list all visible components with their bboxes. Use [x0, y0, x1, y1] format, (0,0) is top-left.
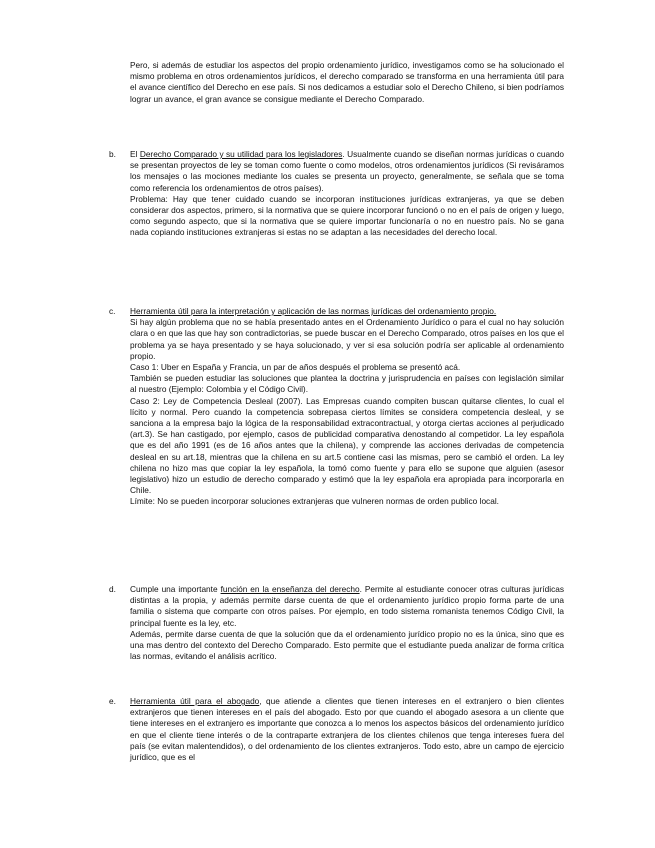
item-d-paragraph-2: Además, permite darse cuenta de que la solución que da el ordenamiento jurídico propio no es la única, sino que es una mas dentro del contexto del Derecho Comparado. Esto permite que el estudiante pueda analizar de forma crítica las normas, evitando el análisis acrítico. [130, 628, 564, 662]
intro-paragraph: Pero, si además de estudiar los aspectos del propio ordenamiento jurídico, investigamos como se ha solucionado el mismo problema en otros ordenamientos jurídicos, el derecho comparado se transforma en una herramienta útil para el avance científico del Derecho en ese país. Si nos dedicamos a estudiar solo el Derecho Chileno, si bien podríamos lograr un avance, el gran avance se consigue mediante el Derecho Comparado. [130, 60, 564, 104]
item-b-paragraph-2: Problema: Hay que tener cuidado cuando se incorporan instituciones jurídicas extranjeras, ya que se deben considerar dos aspectos, primero, si la normativa que se quiere incorporar funcionó o no en el país de origen y luego, como segundo aspecto, que si la normativa que se quiere importar funcionaría o no en nuestro país. No se gana nada copiando instituciones extranjeras si estas no se adaptan a las necesidades del derecho local. [130, 193, 564, 238]
item-e-heading: Herramienta útil para el abogado [130, 696, 260, 706]
item-body [130, 149, 564, 239]
item-d-heading: función en la enseñanza del derecho [220, 584, 360, 594]
item-marker: d. [109, 584, 116, 594]
item-c-heading: Herramienta útil para la interpretación y aplicación de las normas jurídicas del ordenamiento propio. [130, 306, 497, 316]
item-c-paragraph-5: Límite: No se pueden incorporar soluciones extranjeras que vulneren normas de orden publico local. [130, 496, 499, 507]
item-marker: e. [109, 696, 116, 706]
item-marker: b. [109, 149, 116, 159]
item-c-paragraph-4: Caso 2: Ley de Competencia Desleal (2007). Las Empresas cuando compiten buscan quitarse clientes, lo cual el lícito y normal. Pero cuando la competencia sobrepasa ciertos límites se considera competencia desleal, y se sanciona a la empresa bajo la lógica de la responsabilidad extracontractual, y otorga ciertas acciones al perjudicado (art.3). Se han castigado, por ejemplo, casos de publicidad comparativa denostando al competidor. La ley española que es del año 1991 (es de 16 años antes que la chilena), y comprende las acciones derivadas de competencia desleal en su art.18, mientras que la chilena en su art.5 contiene casi las mismas, pero se cambió el orden. La ley chilena no hizo mas que copiar la ley española, la tomó como fuente y para ello se supone que alguien (asesor legislativo) hizo un estudio de derecho comparado y estimó que la ley española era apropiada para incorporarla en Chile. [130, 395, 564, 496]
item-d-text: . Permite al estudiante conocer otras culturas jurídicas distintas a la propia, y además permite darse cuenta de que el ordenamiento jurídico propio forma parte de una familia o sistema que comparte con otros países. Por ejemplo, en todo sistema romanista tenemos Código Civil, la principal fuente es la ley, etc. [130, 584, 564, 628]
item-e-paragraph-1 [130, 696, 564, 763]
item-b-lead-text: El [130, 149, 140, 159]
item-c-paragraph-3: También se pueden estudiar las soluciones que plantea la doctrina y jurisprudencia en países con legislación similar al nuestro (Ejemplo: Colombia y el Código Civil). [130, 373, 564, 395]
item-d-paragraph-1 [130, 584, 564, 629]
item-body [130, 584, 564, 662]
item-body [130, 696, 564, 763]
item-c-paragraph-1: Si hay algún problema que no se había presentado antes en el Ordenamiento Jurídico o para el cual no hay solución clara o en que las que hay son contradictorias, se puede buscar en el Derecho Comparado, otros países en los que el problema ya se haya presentado y se haya solucionado, y ver si esa solución podría ser aplicable al ordenamiento propio. [130, 317, 565, 361]
item-d-lead-text: Cumple una importante [130, 584, 221, 594]
item-body [130, 306, 564, 508]
item-c-paragraph-2: Caso 1: Uber en España y Francia, un par de años después el problema se presentó acá. [130, 362, 461, 373]
item-b-heading: Derecho Comparado y su utilidad para los legisladores [139, 149, 343, 159]
item-e-text: , que atiende a clientes que tienen intereses en el extranjero o bien clientes extranjeros que tienen intereses en el país del abogado. Esto por que cuando el abogado asesora a un cliente que tiene intereses en el extranjero es importante que conozca a lo menos los aspectos básicos del ordenamiento jurídico en que el cliente tiene interés o de la contraparte extranjera de los clientes chilenos que tenga intereses fuera del país (se evitan malentendidos), o del ordenamiento de los clientes extranjeros. Todo esto, abre un campo de ejercicio jurídico, que es el [130, 696, 564, 763]
item-b-text: . Usualmente cuando se diseñan normas jurídicas o cuando se presentan proyectos de ley se toman como fuente o como modelos, otros ordenamientos jurídicos (Si revisáramos los mensajes o las mociones mediante los cuales se presenta un proyecto, generalmente, se señala que se toma como referencia los ordenamientos de otros países). [130, 149, 564, 193]
item-b-paragraph-1 [130, 149, 564, 194]
item-marker: c. [109, 306, 116, 316]
